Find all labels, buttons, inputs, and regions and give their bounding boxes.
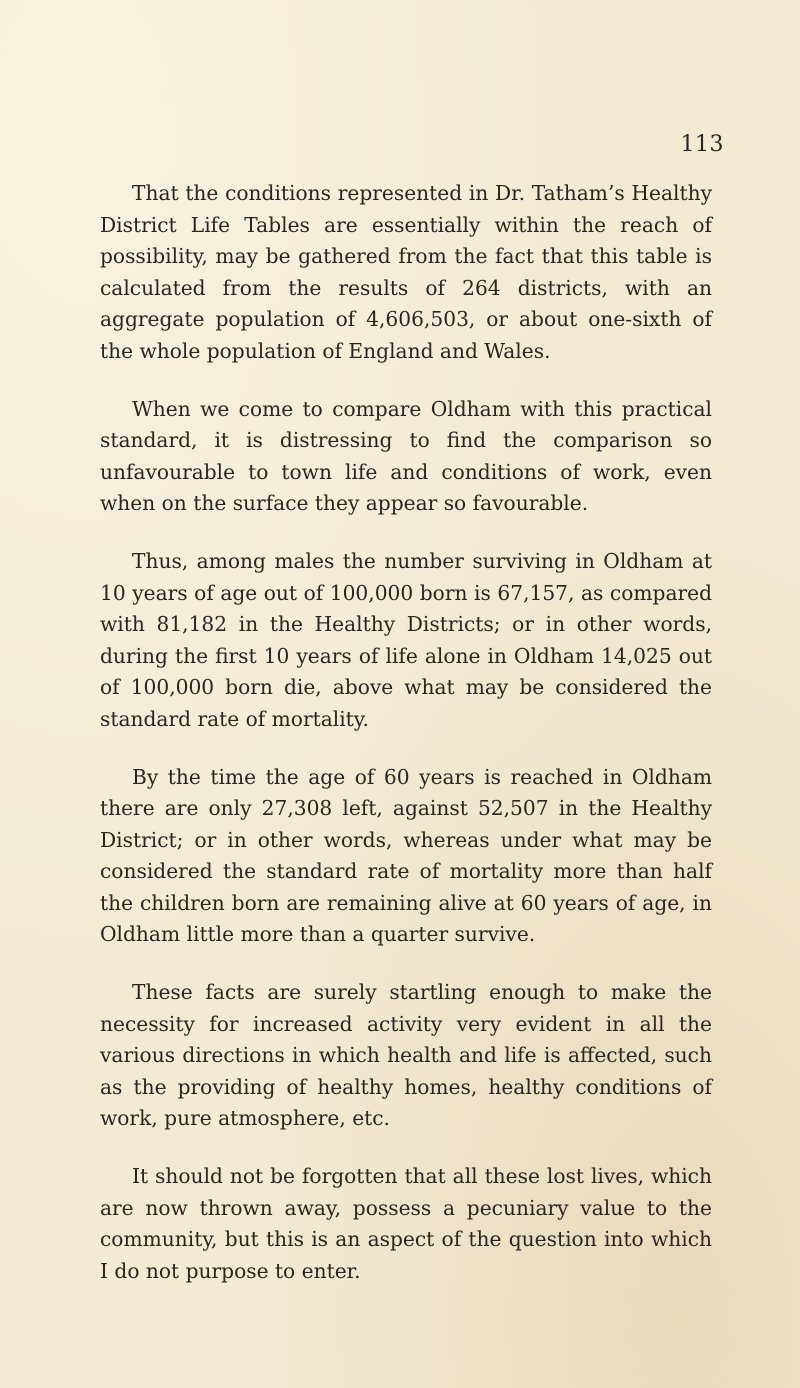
paragraph-2: When we come to compare Oldham with this practical standard, it is distressing to find the comparison so unfavourable to town life and conditions of work, even when on the surface they appear so favourable.	[100, 396, 712, 516]
paragraph-5: These facts are surely startling enough to make the necessity for increased activity very evident in all the various directions in which health and life is affected, such as the providing of healthy homes, healthy conditions of work, pure atmosphere, etc.	[100, 980, 712, 1131]
page-number: 113	[680, 132, 724, 157]
body-text	[100, 178, 712, 1313]
paragraph-3: Thus, among males the number surviving in Oldham at 10 years of age out of 100,000 born is 67,157, as compared with 81,182 in the Healthy Districts; or in other words, during the first 10 years of life alone in Oldham 14,025 out of 100,000 born die, above what may be considered the standard rate of mortality.	[100, 548, 712, 731]
paragraph-6: It should not be forgotten that all these lost lives, which are now thrown away, possess a pecuniary value to the community, but this is an aspect of the question into which I do not purpose to enter.	[100, 1164, 712, 1283]
paragraph-4: By the time the age of 60 years is reached in Oldham there are only 27,308 left, against 52,507 in the Healthy District; or in other words, whereas under what may be considered the standard rate of mortality more than half the children born are remaining alive at 60 years of age, in Oldham little more than a quarter survive.	[100, 764, 712, 947]
paragraph-1: That the conditions represented in Dr. Tatham’s Healthy District Life Tables are essentially within the reach of possibility, may be gathered from the fact that this table is calculated from the results of 264 districts, with an aggregate population of 4,606,503, or about one-sixth of the whole population of England and Wales.	[100, 181, 712, 363]
